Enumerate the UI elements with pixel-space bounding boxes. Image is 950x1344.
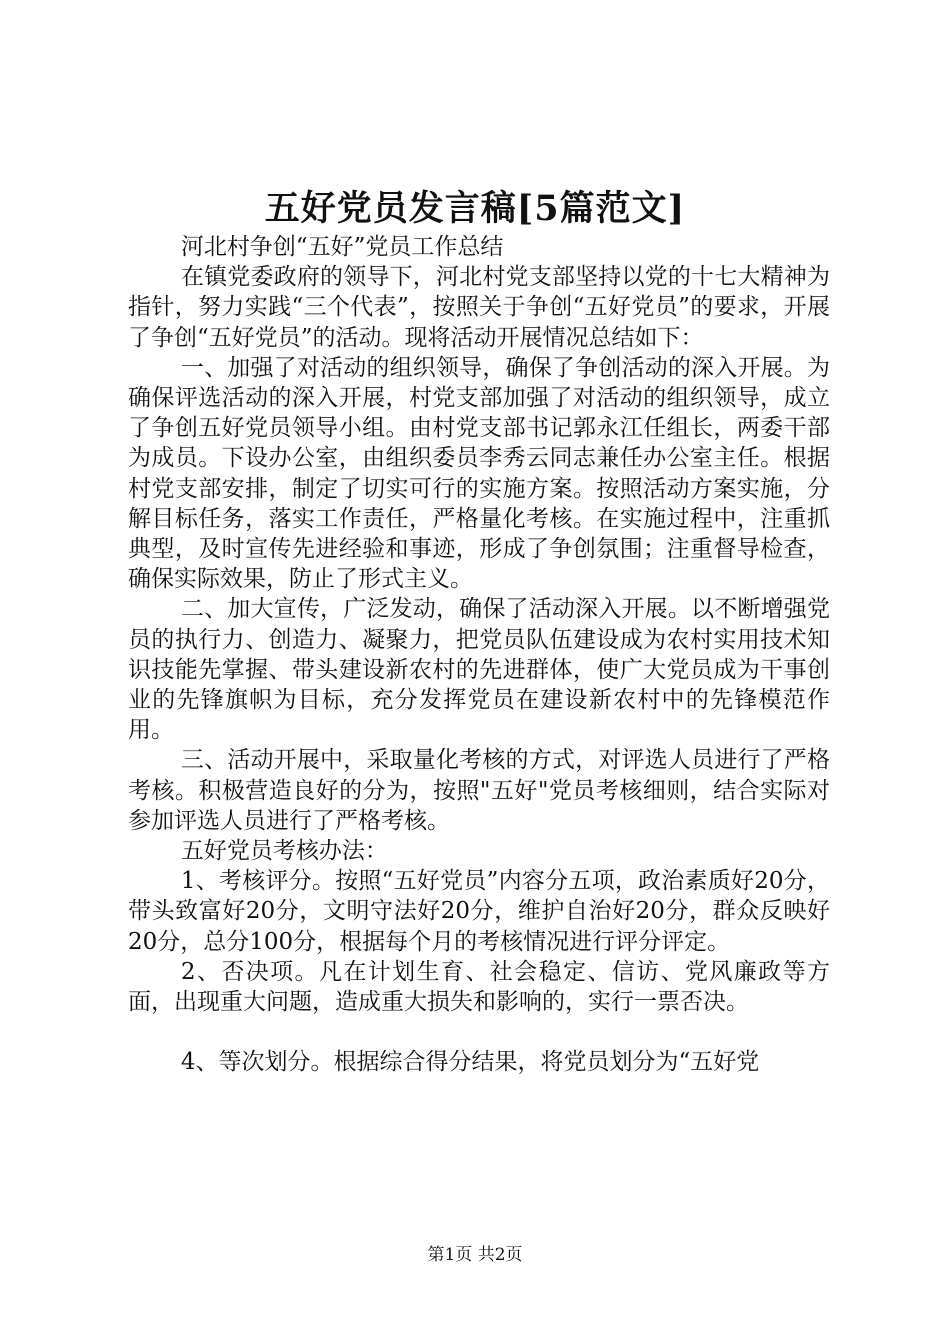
paragraph-section-2: 二、加大宣传，广泛发动，确保了活动深入开展。以不断增强党员的执行力、创造力、凝聚力，把党员队伍建设成为农村实用技术知识技能先掌握、带头建设新农村的先进群体，使广大党员成为干事创业的先锋旗帜为目标，充分发挥党员在建设新农村中的先锋模范作用。 (128, 596, 830, 744)
paragraph-subtitle: 河北村争创“五好”党员工作总结 (180, 234, 504, 260)
page-title: 五好党员发言稿[5篇范文] (264, 188, 686, 229)
paragraph-method-heading: 五好党员考核办法： (180, 838, 388, 865)
paragraph-section-1: 一、加强了对活动的组织领导，确保了争创活动的深入开展。为确保评选活动的深入开展，村党支部加强了对活动的组织领导，成立了争创五好党员领导小组。由村党支部书记郭永江任组长，两委干部为成员。下设办公室，由组织委员李秀云同志兼任办公室主任。根据村党支部安排，制定了切实可行的实施方案。按照活动方案实施，分解目标任务，落实工作责任，严格量化考核。在实施过程中，注重抓典型，及时宣传先进经验和事迹，形成了争创氛围；注重督导检查，确保实际效果，防止了形式主义。 (128, 354, 830, 593)
paragraph-intro: 在镇党委政府的领导下，河北村党支部坚持以党的十七大精神为指针，努力实践“三个代表”，按照关于争创“五好党员”的要求，开展了争创“五好党员”的活动。现将活动开展情况总结如下： (128, 264, 830, 351)
document-body (128, 232, 830, 1077)
paragraph-method-2: 2、否决项。凡在计划生育、社会稳定、信访、党风廉政等方面，出现重大问题，造成重大损失和影响的，实行一票否决。 (128, 958, 830, 1016)
paragraph-method-4: 4、等次划分。根据综合得分结果，将党员划分为“五好党 (180, 1049, 760, 1076)
paragraph-section-3: 三、活动开展中，采取量化考核的方式，对评选人员进行了严格考核。积极营造良好的分为，按照"五好"党员考核细则，结合实际对参加评选人员进行了严格考核。 (128, 747, 830, 834)
paragraph-method-1: 1、考核评分。按照“五好党员”内容分五项，政治素质好20分，带头致富好20分，文明守法好20分，维护自治好20分，群众反映好20分，总分100分，根据每个月的考核情况进行评分评定。 (128, 868, 830, 955)
page-footer: 第1页 共2页 (427, 1245, 523, 1265)
